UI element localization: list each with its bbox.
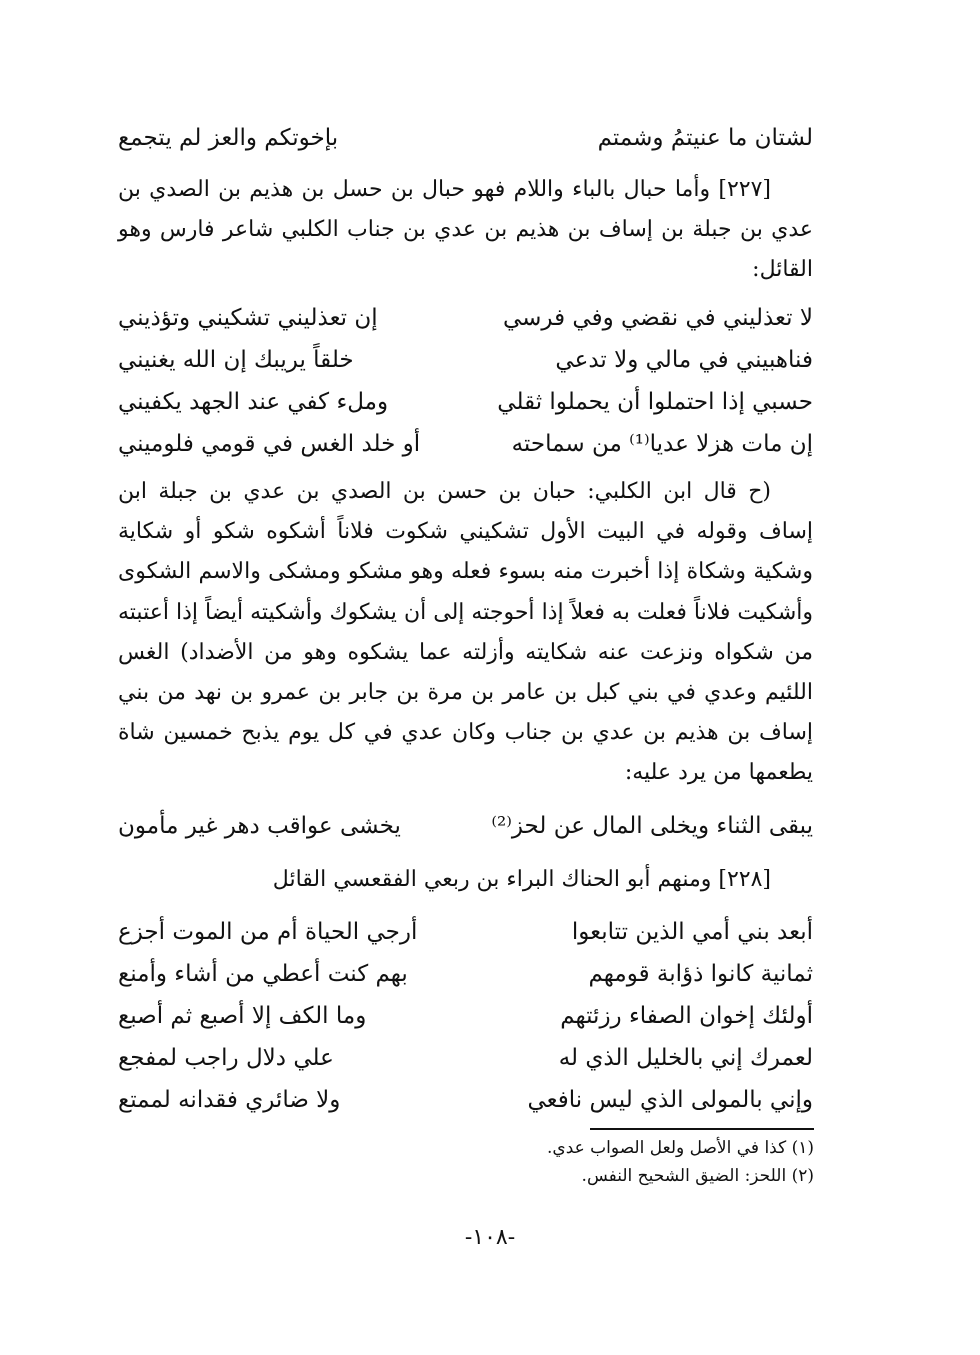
verse-hemistich-second: خلقاً يريبك إن الله يغنيني xyxy=(118,347,354,373)
footnote-1: (١) كذا في الأصل ولعل الصواب عدي. xyxy=(547,1138,814,1158)
verse-hemistich-first: لعمرك إني بالخليل الذي له xyxy=(558,1045,813,1071)
footnote-2: (٢) اللحز: الضيق الشحيح النفس. xyxy=(581,1166,814,1186)
verse-hemistich-first: إن مات هزلا عديا⁽¹⁾ من سماحته xyxy=(511,431,813,457)
verse-hemistich-second: بهم كنت أعطي من أشاء وأمنع xyxy=(118,961,408,987)
verse-hemistich-first: ثمانية كانوا ذؤابة قومهم xyxy=(588,961,813,987)
poem2-verse xyxy=(118,996,813,1036)
verse-hemistich-second: ولا ضائري فقدانه لممتع xyxy=(118,1087,341,1113)
verse-hemistich-second: يخشى عواقب دهر غير مأمون xyxy=(118,813,401,839)
poem2-verse xyxy=(118,1038,813,1078)
verse-hemistich-first: أبعد بني أمي الذين تتابعوا xyxy=(571,919,813,945)
footnote-separator xyxy=(590,1128,814,1130)
paragraph-227: [٢٢٧] وأما حبال بالباء واللام فهو حبال بن حسل بن هذيم بن الصدي بن عدي بن جبلة بن إساف بن هذيم بن عدي بن جناب الكلبي شاعر فارس وهو القائل: xyxy=(118,177,813,283)
verse-hemistich-second: وما الكف إلا أصبع ثم أصبع xyxy=(118,1003,367,1029)
poem1-verse xyxy=(118,298,813,338)
poem2-verse xyxy=(118,912,813,952)
verse-hemistich-second: إن تعذليني تشكيني وتؤذيني xyxy=(118,305,378,331)
verse-hemistich-second: وملء كفي عند الجهد يكفيني xyxy=(118,389,389,415)
verse-hemistich-second: بإخوتكم والعز لم يتجمع xyxy=(118,125,339,151)
verse-hemistich-first: حسبي إذا احتملوا أن يحملوا ثقلي xyxy=(497,389,813,415)
poem2-verse xyxy=(118,954,813,994)
verse-hemistich-first: يبقى الثناء ويخلى المال عن لحز⁽²⁾ xyxy=(491,813,813,839)
verse-hemistich-second: أو خلد الغس في قومي فلوميني xyxy=(118,431,421,457)
poem1-verse xyxy=(118,340,813,380)
verse-hemistich-first: أولئك إخوان الصفاء رزئتهم xyxy=(560,1003,813,1029)
heading-228: [٢٢٨] ومنهم أبو الحناك البراء بن ربعي الفقعسي القائل xyxy=(272,867,771,892)
commentary-paragraph: (ح قال ابن الكلبي: حبان بن حسن بن الصدي بن عدي بن جبلة ابن إساف وقوله في البيت الأول تشكيني شكوت فلاناً أشكوه شكو أو شكاية وشكية وشكاة إذا أخبرت منه بسوء فعله وهو مشكو ومشكى والاسم الشكوى وأشكيت فلاناً فعلت به فعلاً إذا أحوجته إلى أن يشكوك وأشكيته أيضاً إذا أعتبته من شكواه ونزعت عنه شكايته وأزلته عما يشكوه وهو من الأضداد) الغس اللئيم وعدي في بني كبل بن عامر بن مرة بن جابر بن عمرو بن نهد من بني إساف بن هذيم بن عدي بن جناب وكان عدي في كل يوم يذبح خمسين شاة يطعمها من يرد عليه: xyxy=(118,479,813,786)
verse-hemistich-first: لشتان ما عنيتمُ وشمتم xyxy=(597,125,813,151)
verse-hemistich-second: أرجي الحياة أم من الموت أجزع xyxy=(118,919,418,945)
page-number: -١٠٨- xyxy=(464,1225,516,1250)
verse-hemistich-first: فناهبيني في مالي ولا تدعي xyxy=(555,347,813,373)
poem1-verse xyxy=(118,424,813,464)
poem2-verse xyxy=(118,1080,813,1120)
verse-hemistich-first: لا تعذليني في نقضي وفي فرسي xyxy=(502,305,813,331)
single-verse xyxy=(118,806,813,846)
verse-hemistich-second: علي دلال راجب لمفجع xyxy=(118,1045,334,1071)
poem1-verse xyxy=(118,382,813,422)
top-verse xyxy=(118,118,813,158)
verse-hemistich-first: وإني بالمولى الذي ليس نافعي xyxy=(527,1087,813,1113)
